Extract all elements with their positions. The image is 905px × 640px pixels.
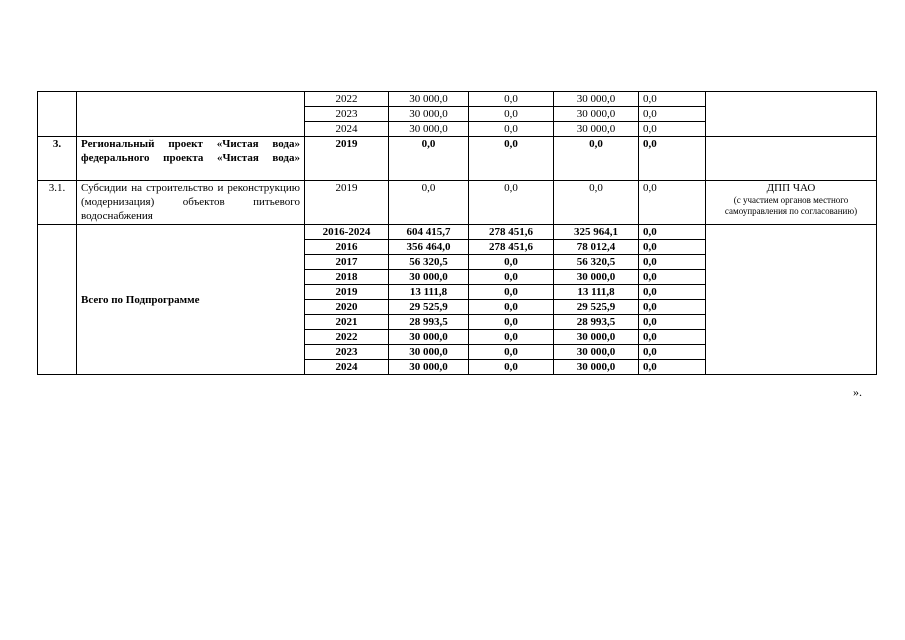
num-cell: [38, 92, 77, 137]
item-number: 3.1.: [38, 181, 77, 225]
federal-budget-cell: 0,0: [469, 300, 554, 315]
year-cell: 2024: [305, 360, 389, 375]
table-row: [38, 225, 877, 240]
federal-budget-cell: 278 451,6: [469, 240, 554, 255]
federal-budget-cell: 0,0: [469, 181, 554, 225]
local-budget-cell: 0,0: [639, 300, 706, 315]
year-cell: 2020: [305, 300, 389, 315]
local-budget-cell: 0,0: [639, 137, 706, 181]
executor-name: ДПП ЧАО: [766, 182, 816, 194]
total-cell: 30 000,0: [389, 92, 469, 107]
subprogram-finance-table: [37, 91, 877, 375]
local-budget-cell: 0,0: [639, 122, 706, 137]
federal-budget-cell: 278 451,6: [469, 225, 554, 240]
regional-budget-cell: 0,0: [554, 137, 639, 181]
total-cell: 30 000,0: [389, 122, 469, 137]
total-cell: 30 000,0: [389, 345, 469, 360]
project-number: 3.: [38, 137, 77, 181]
total-cell: 30 000,0: [389, 360, 469, 375]
year-cell: 2022: [305, 92, 389, 107]
table-row: [38, 181, 877, 225]
executor-cell: [706, 137, 877, 181]
federal-budget-cell: 0,0: [469, 285, 554, 300]
regional-budget-cell: 13 111,8: [554, 285, 639, 300]
total-cell: 356 464,0: [389, 240, 469, 255]
year-cell: 2016: [305, 240, 389, 255]
total-cell: 28 993,5: [389, 315, 469, 330]
local-budget-cell: 0,0: [639, 107, 706, 122]
federal-budget-cell: 0,0: [469, 92, 554, 107]
year-cell: 2017: [305, 255, 389, 270]
local-budget-cell: 0,0: [639, 255, 706, 270]
total-cell: 30 000,0: [389, 330, 469, 345]
total-cell: 30 000,0: [389, 270, 469, 285]
total-cell: 0,0: [389, 137, 469, 181]
federal-budget-cell: 0,0: [469, 360, 554, 375]
local-budget-cell: 0,0: [639, 92, 706, 107]
executor-cell: [706, 225, 877, 375]
regional-budget-cell: 30 000,0: [554, 122, 639, 137]
federal-budget-cell: 0,0: [469, 255, 554, 270]
federal-budget-cell: 0,0: [469, 137, 554, 181]
federal-budget-cell: 0,0: [469, 315, 554, 330]
total-cell: 30 000,0: [389, 107, 469, 122]
local-budget-cell: 0,0: [639, 240, 706, 255]
year-cell: 2018: [305, 270, 389, 285]
local-budget-cell: 0,0: [639, 285, 706, 300]
year-cell: 2021: [305, 315, 389, 330]
year-cell: 2019: [305, 181, 389, 225]
table-row: [38, 92, 877, 107]
total-cell: 604 415,7: [389, 225, 469, 240]
total-cell: 13 111,8: [389, 285, 469, 300]
local-budget-cell: 0,0: [639, 360, 706, 375]
regional-budget-cell: 29 525,9: [554, 300, 639, 315]
num-cell: [38, 225, 77, 375]
year-cell: 2022: [305, 330, 389, 345]
summary-label: Всего по Подпрограмме: [77, 225, 305, 375]
regional-budget-cell: 0,0: [554, 181, 639, 225]
local-budget-cell: 0,0: [639, 181, 706, 225]
year-cell: 2016-2024: [305, 225, 389, 240]
name-cell: [77, 92, 305, 137]
federal-budget-cell: 0,0: [469, 345, 554, 360]
regional-budget-cell: 30 000,0: [554, 360, 639, 375]
item-name: Субсидии на строительство и реконструкцию (модернизация) объектов питьевого водоснабжения: [77, 181, 305, 225]
regional-budget-cell: 30 000,0: [554, 345, 639, 360]
year-cell: 2024: [305, 122, 389, 137]
year-cell: 2023: [305, 107, 389, 122]
total-cell: 0,0: [389, 181, 469, 225]
closing-quote: ».: [853, 385, 862, 399]
local-budget-cell: 0,0: [639, 315, 706, 330]
total-cell: 29 525,9: [389, 300, 469, 315]
year-cell: 2019: [305, 137, 389, 181]
local-budget-cell: 0,0: [639, 225, 706, 240]
federal-budget-cell: 0,0: [469, 330, 554, 345]
local-budget-cell: 0,0: [639, 270, 706, 285]
total-cell: 56 320,5: [389, 255, 469, 270]
year-cell: 2019: [305, 285, 389, 300]
local-budget-cell: 0,0: [639, 345, 706, 360]
regional-budget-cell: 30 000,0: [554, 270, 639, 285]
local-budget-cell: 0,0: [639, 330, 706, 345]
executor-note: (с участием органов местного самоуправления по согласованию): [724, 195, 858, 216]
regional-budget-cell: 30 000,0: [554, 107, 639, 122]
regional-budget-cell: 30 000,0: [554, 330, 639, 345]
project-name: Региональный проект «Чистая вода» федерального проекта «Чистая вода»: [77, 137, 305, 181]
regional-budget-cell: 28 993,5: [554, 315, 639, 330]
regional-budget-cell: 78 012,4: [554, 240, 639, 255]
federal-budget-cell: 0,0: [469, 107, 554, 122]
year-cell: 2023: [305, 345, 389, 360]
regional-budget-cell: 56 320,5: [554, 255, 639, 270]
regional-budget-cell: 30 000,0: [554, 92, 639, 107]
regional-budget-cell: 325 964,1: [554, 225, 639, 240]
executor-cell: [706, 92, 877, 137]
federal-budget-cell: 0,0: [469, 122, 554, 137]
executor-cell: [706, 181, 877, 225]
federal-budget-cell: 0,0: [469, 270, 554, 285]
table-row: [38, 137, 877, 181]
